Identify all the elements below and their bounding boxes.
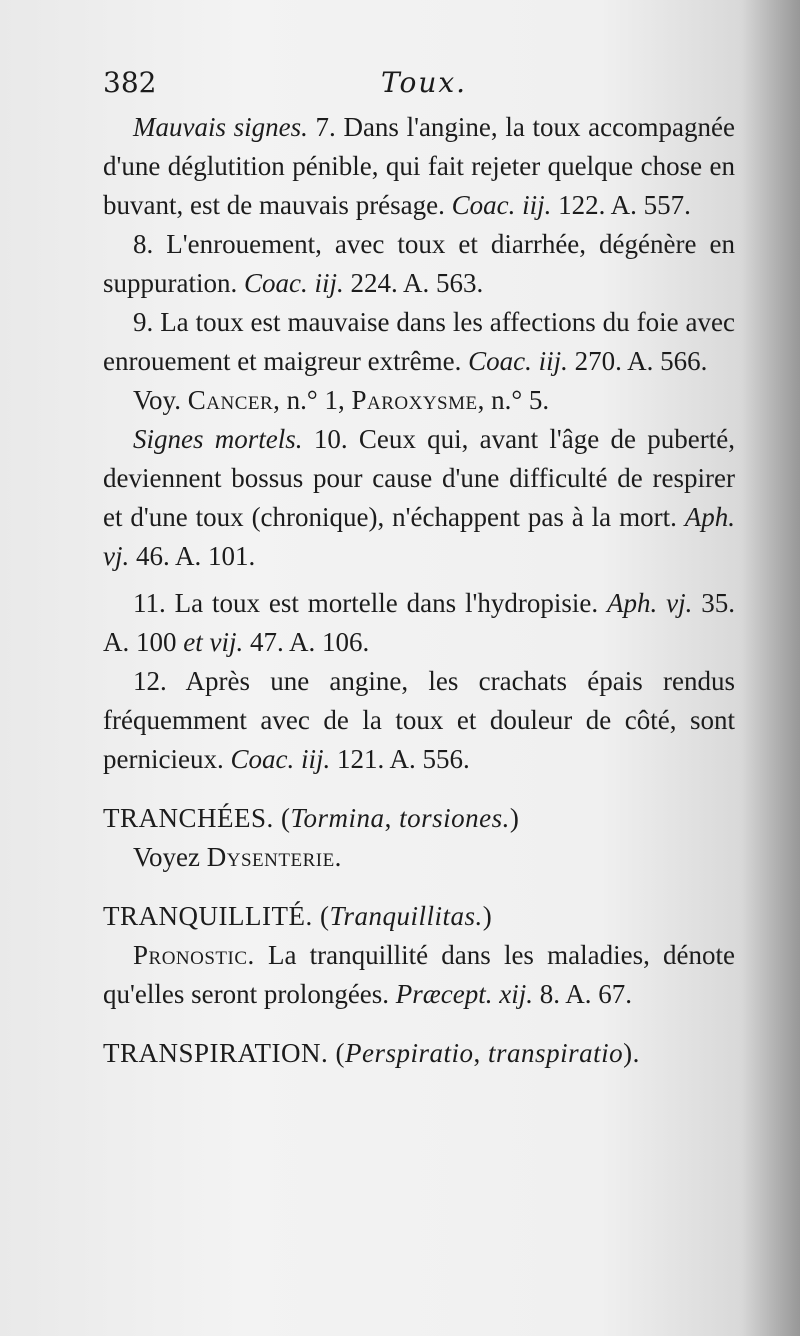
paragraph-9: [103, 303, 735, 381]
see-ref-dysenterie: Dysenterie.: [206, 842, 342, 872]
section-lead: Pronostic.: [133, 940, 255, 970]
reference-tail: 224. A. 563.: [343, 268, 484, 298]
section-lead: Signes mortels.: [133, 424, 303, 454]
paren-close: ).: [623, 1038, 640, 1068]
separator: ,: [384, 803, 400, 833]
cross-reference: [103, 381, 735, 420]
page-body: [103, 108, 735, 1073]
reference: Aph. vj.: [607, 588, 693, 618]
voy-prefix: Voy.: [133, 385, 182, 415]
entry-headword: TRANQUILLITÉ.: [103, 901, 313, 931]
entry-tranquillite: [103, 897, 735, 936]
reference: Præcept. xij.: [395, 979, 534, 1009]
paragraph-tranquillite: [103, 936, 735, 1014]
latin-term: Perspiratio: [345, 1038, 474, 1068]
paragraph-text: 12. Après une angine, les crachats épais rendus fréquemment avec de la toux et douleur de côté, sont pernicieux.: [103, 666, 735, 774]
latin-term: torsiones.: [399, 803, 510, 833]
see-also: [103, 838, 735, 877]
reference-tail: 46. A. 101.: [129, 541, 256, 571]
reference: Coac. iij.: [468, 346, 568, 376]
paragraph-text: 10. Ceux qui, avant l'âge de puberté, deviennent bossus pour cause d'une difficulté de respirer et d'une toux (chronique), n'échappent pas à la mort.: [103, 424, 735, 532]
paragraph-7: [103, 108, 735, 225]
entry-headword: TRANSPIRATION.: [103, 1038, 329, 1068]
paren-open: (: [273, 803, 291, 833]
cross-ref-number: , n.° 5.: [477, 385, 550, 415]
paragraph-text: La tranquillité dans les maladies, dénote qu'elles seront prolongées.: [103, 940, 735, 1009]
cross-ref-number: , n.° 1,: [273, 385, 345, 415]
page-header: [103, 66, 743, 106]
paren-open: (: [312, 901, 330, 931]
reference-mid: 35. A. 100: [103, 588, 736, 657]
reference: Coac. iij.: [230, 744, 331, 774]
reference-tail: 122. A. 557.: [551, 190, 691, 220]
reference: Coac. iij.: [244, 268, 344, 298]
paren-open: (: [328, 1038, 346, 1068]
paragraph-8: [103, 225, 735, 303]
cross-ref-cancer: Cancer: [187, 385, 274, 415]
reference: Coac. iij.: [451, 190, 552, 220]
entry-headword: TRANCHÉES.: [103, 803, 274, 833]
see-prefix: Voyez: [133, 842, 200, 872]
paren-close: ): [482, 901, 493, 931]
paragraph-text: 7. Dans l'angine, la toux accompagnée d'une déglutition pénible, qui fait rejeter quelque chose en buvant, est de mauvais présage.: [103, 112, 736, 220]
paragraph-12: [103, 662, 735, 779]
reference-tail: 270. A. 566.: [567, 346, 708, 376]
reference-tail: 8. A. 67.: [533, 979, 633, 1009]
reference-tail: 121. A. 556.: [330, 744, 470, 774]
separator: ,: [473, 1038, 489, 1068]
paragraph-text: 11. La toux est mortelle dans l'hydropisie.: [133, 588, 607, 618]
paragraph-10: [103, 420, 735, 576]
entry-transpiration: [103, 1034, 735, 1073]
paragraph-text: 8. L'enrouement, avec toux et diarrhée, dégénère en suppuration.: [103, 229, 735, 298]
latin-term: Tormina: [290, 803, 385, 833]
cross-ref-paroxysme: Paroxysme: [351, 385, 478, 415]
running-title: Toux.: [381, 66, 468, 99]
latin-term: Tranquillitas.: [329, 901, 483, 931]
entry-tranchees: [103, 799, 735, 838]
paren-close: ): [509, 803, 520, 833]
page-edge-shadow: [740, 0, 800, 1336]
paragraph-11: [103, 584, 735, 662]
spacer: [103, 576, 735, 584]
reference-tail: 47. A. 106.: [243, 627, 370, 657]
page-number: 382: [103, 66, 157, 99]
paragraph-text: 9. La toux est mauvaise dans les affections du foie avec enrouement et maigreur extrême.: [103, 307, 735, 376]
latin-term: transpiratio: [488, 1038, 624, 1068]
reference: et vij.: [183, 627, 244, 657]
section-lead: Mauvais signes.: [133, 112, 308, 142]
reference: Aph. vj.: [103, 502, 735, 571]
